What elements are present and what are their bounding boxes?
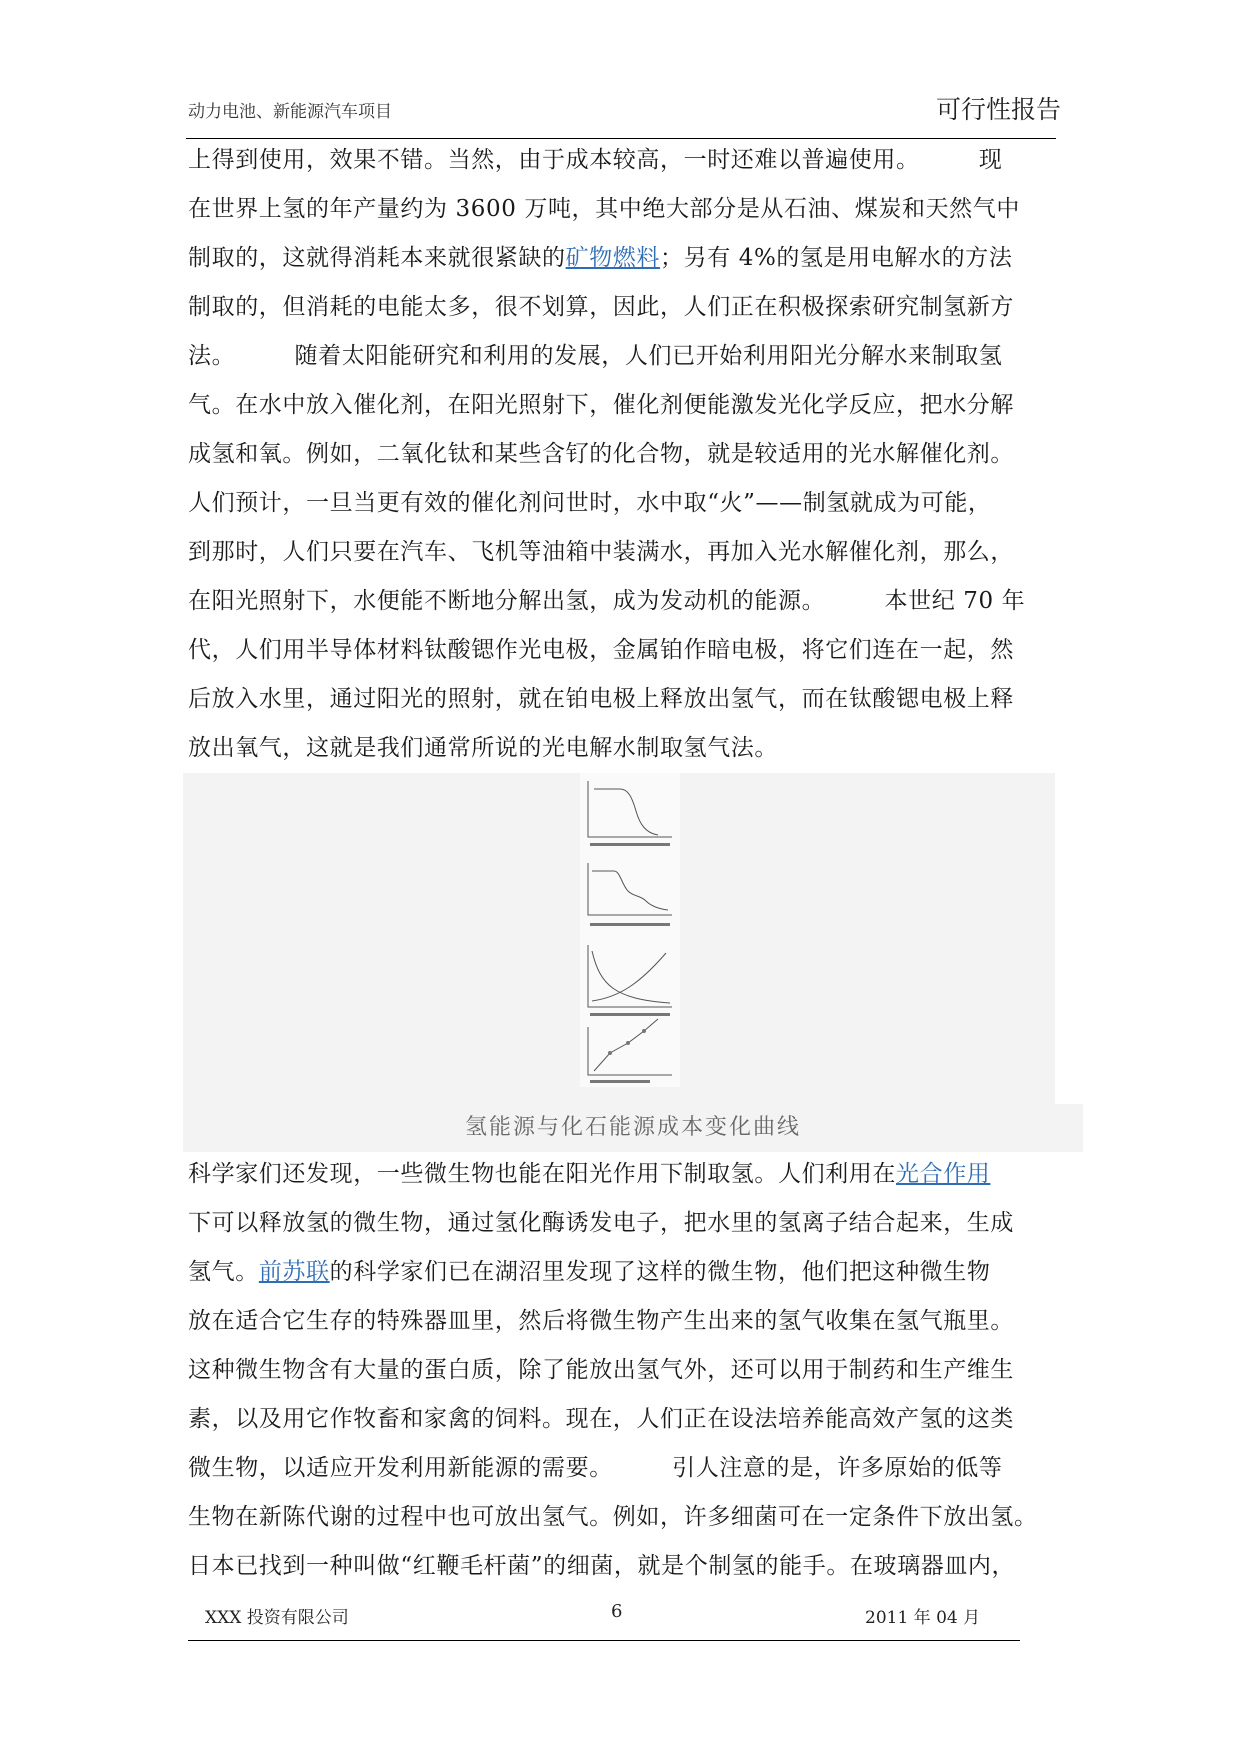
panel3-axes (588, 945, 672, 1007)
text-line: 日本已找到一种叫做“红鞭毛杆菌”的细菌，就是个制氢的能手。在玻璃器皿内， (188, 1553, 1016, 1579)
figure-chart-thumbnail (580, 775, 680, 1087)
panel4-point (608, 1051, 612, 1055)
text-segment: 科学家们还发现，一些微生物也能在阳光作用下制取氢。人们利用在 (188, 1161, 896, 1187)
text-line: 法。 随着太阳能研究和利用的发展，人们已开始利用阳光分解水来制取氢 (188, 343, 1003, 369)
panel2-caption-mark (590, 923, 670, 926)
figure-caption: 氢能源与化石能源成本变化曲线 (464, 1115, 801, 1140)
panel2-curve (592, 871, 668, 910)
text-line: 素，以及用它作牧畜和家禽的饲料。现在，人们正在设法培养能高效产氢的这类 (188, 1406, 1014, 1432)
text-line: 下可以释放氢的微生物，通过氢化酶诱发电子，把水里的氢离子结合起来，生成 (188, 1210, 1014, 1236)
panel3-caption-mark (590, 1013, 670, 1016)
text-line: 到那时，人们只要在汽车、飞机等油箱中装满水，再加入光水解催化剂，那么， (188, 539, 1014, 565)
footer-date: 2011 年 04 月 (865, 1608, 981, 1628)
panel4-point (626, 1041, 630, 1045)
text-line: 成氢和氧。例如，二氧化钛和某些含钌的化合物，就是较适用的光水解催化剂。 (188, 441, 1014, 467)
text-line: 在世界上氢的年产量约为 3600 万吨，其中绝大部分是从石油、煤炭和天然气中 (188, 196, 1020, 222)
header-project-title: 动力电池、新能源汽车项目 (188, 102, 392, 122)
panel1-curve (594, 789, 658, 835)
text-line: 放在适合它生存的特殊器皿里，然后将微生物产生出来的氢气收集在氢气瓶里。 (188, 1308, 1014, 1334)
text-line: 后放入水里，通过阳光的照射，就在铂电极上释放出氢气，而在钛酸锶电极上释 (188, 686, 1014, 712)
body-paragraph-top (188, 136, 1060, 773)
text-line (188, 234, 1060, 283)
footer-company: XXX 投资有限公司 (205, 1608, 349, 1628)
text-line: 放出氧气，这就是我们通常所说的光电解水制取氢气法。 (188, 735, 778, 761)
text-line: 微生物，以适应开发利用新能源的需要。 引人注意的是，许多原始的低等 (188, 1455, 1003, 1481)
panel1-caption-mark (590, 843, 670, 846)
text-line (188, 1150, 1060, 1199)
panel4-curve (594, 1019, 658, 1071)
text-segment: 氢气。 (188, 1259, 259, 1285)
text-line: 代，人们用半导体材料钛酸锶作光电极，金属铂作暗电极，将它们连在一起，然 (188, 637, 1014, 663)
footer-page-number: 6 (611, 1601, 623, 1622)
panel3-curve-a (592, 951, 670, 1003)
text-segment: 的科学家们已在湖沼里发现了这样的微生物，他们把这种微生物 (329, 1259, 991, 1285)
hyperlink[interactable]: 光合作用 (896, 1161, 991, 1187)
panel3-curve-b (592, 953, 666, 1001)
panel4-axes (588, 1027, 672, 1075)
text-line: 生物在新陈代谢的过程中也可放出氢气。例如，许多细菌可在一定条件下放出氢。 (188, 1504, 1038, 1530)
text-segment: 制取的，这就得消耗本来就很紧缺的 (188, 245, 566, 271)
panel4-point (642, 1029, 646, 1033)
text-segment: ；另有 4%的氢是用电解水的方法 (660, 245, 1013, 271)
footer-divider (188, 1640, 1020, 1641)
text-line: 在阳光照射下，水便能不断地分解出氢，成为发动机的能源。 本世纪 70 年 (188, 588, 1026, 614)
body-paragraph-bottom (188, 1150, 1060, 1591)
text-line (188, 1248, 1060, 1297)
text-line: 气。在水中放入催化剂，在阳光照射下，催化剂便能激发光化学反应，把水分解 (188, 392, 1014, 418)
hyperlink[interactable]: 矿物燃料 (565, 245, 661, 271)
panel4-caption-mark (590, 1080, 650, 1083)
text-line: 这种微生物含有大量的蛋白质，除了能放出氢气外，还可以用于制药和生产维生 (188, 1357, 1014, 1383)
text-line: 人们预计，一旦当更有效的催化剂问世时，水中取“火”——制氢就成为可能， (188, 490, 992, 516)
hyperlink[interactable]: 前苏联 (258, 1259, 330, 1285)
header-report-title: 可行性报告 (935, 95, 1061, 124)
text-line: 制取的，但消耗的电能太多，很不划算，因此，人们正在积极探索研究制氢新方 (188, 294, 1014, 320)
text-line: 上得到使用，效果不错。当然，由于成本较高，一时还难以普遍使用。 现 (188, 147, 1003, 173)
